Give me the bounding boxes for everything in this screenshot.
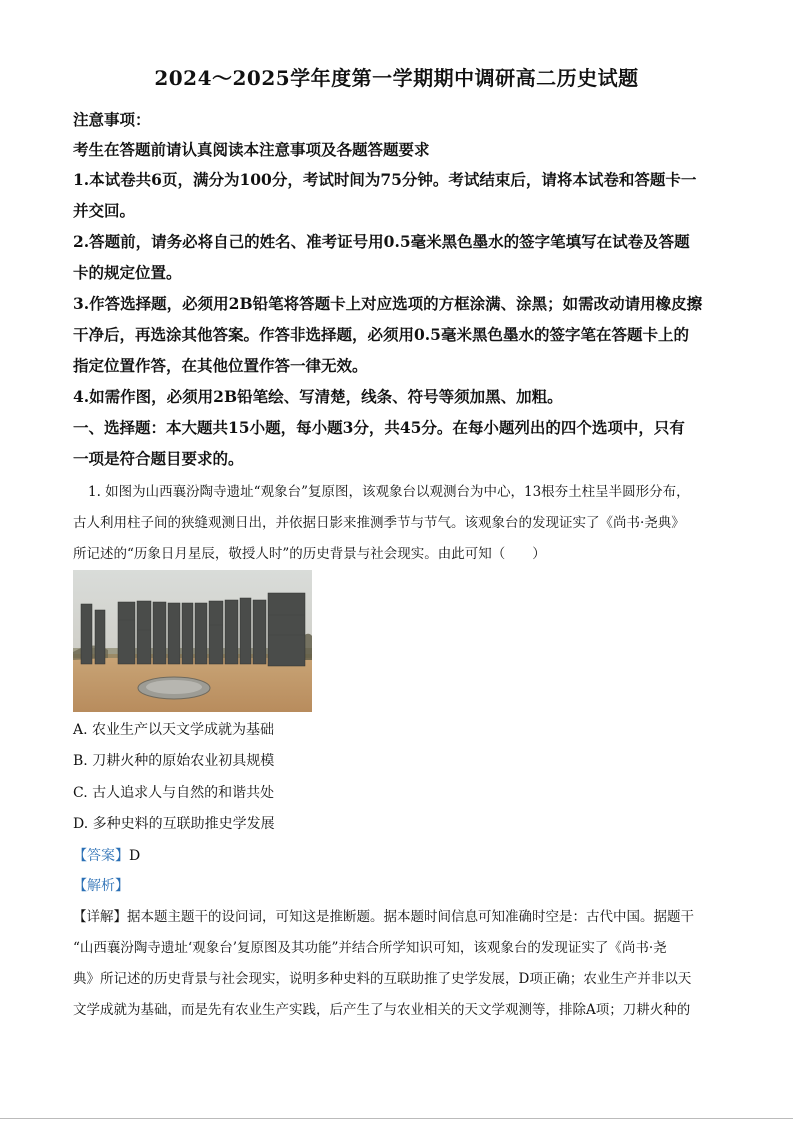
notice-intro: 考生在答题前请认真阅读本注意事项及各题答题要求 xyxy=(73,140,430,159)
detail-line-2: “山西襄汾陶寺遗址‘观象台’复原图及其功能”并结合所学知识可知，该观象台的发现证实了《尚书·尧 xyxy=(73,940,667,956)
option-b: B. 刀耕火种的原始农业初具规模 xyxy=(73,753,275,769)
option-a: A. 农业生产以天文学成就为基础 xyxy=(73,722,275,738)
question-1-stem-cont: 古人利用柱子间的狭缝观测日出，并依据日影来推测季节与节气。该观象台的发现证实了《尚书·尧典》 xyxy=(73,515,685,531)
option-c: C. 古人追求人与自然的和谐共处 xyxy=(73,785,275,801)
notice-item-3-cont: 干净后，再选涂其他答案。作答非选择题，必须用0.5毫米黑色墨水的签字笔在答题卡上的 xyxy=(73,325,689,344)
analysis-tag: 【解析】 xyxy=(73,878,129,894)
detail-text-1: 据本题主题干的设问词，可知这是推断题。据本题时间信息可知准确时空是：古代中国。据题干 xyxy=(127,909,694,925)
notice-item-2-cont: 卡的规定位置。 xyxy=(73,263,182,282)
analysis-line xyxy=(73,877,129,895)
notice-item-1-cont: 并交回。 xyxy=(73,201,136,220)
detail-line-1 xyxy=(73,908,723,926)
option-d: D. 多种史料的互联助推史学发展 xyxy=(73,816,275,832)
detail-line-4: 文学成就为基础，而是先有农业生产实践，后产生了与农业相关的天文学观测等，排除A项；刀耕火种的 xyxy=(73,1002,691,1018)
question-1-stem: 1. 如图为山西襄汾陶寺遗址“观象台”复原图，该观象台以观测台为中心，13根夯土柱呈半圆形分布， xyxy=(88,484,690,500)
detail-tag: 【详解】 xyxy=(73,909,127,925)
notice-item-2: 2.答题前，请务必将自己的姓名、准考证号用0.5毫米黑色墨水的签字笔填写在试卷及答题 xyxy=(73,232,690,251)
observatory-photo xyxy=(73,570,312,712)
notice-item-3-cont2: 指定位置作答，在其他位置作答一律无效。 xyxy=(73,356,368,375)
notice-item-1: 1.本试卷共6页，满分为100分，考试时间为75分钟。考试结束后，请将本试卷和答题卡一 xyxy=(73,170,697,189)
detail-line-3: 典》所记述的历史背景与社会现实，说明多种史料的互联助推了史学发展，D项正确；农业生产并非以天 xyxy=(73,971,692,987)
section-heading: 一、选择题：本大题共15小题，每小题3分，共45分。在每小题列出的四个选项中，只有 xyxy=(73,418,685,437)
page-bottom-rule xyxy=(0,1118,793,1119)
page-title: 2024～2025学年度第一学期期中调研高二历史试题 xyxy=(154,66,639,90)
notice-item-4: 4.如需作图，必须用2B铅笔绘、写清楚，线条、符号等须加黑、加粗。 xyxy=(73,387,563,406)
notice-item-3: 3.作答选择题，必须用2B铅笔将答题卡上对应选项的方框涂满、涂黑；如需改动请用橡皮擦 xyxy=(73,294,703,313)
answer-tag: 【答案】 xyxy=(73,848,129,864)
section-heading-cont: 一项是符合题目要求的。 xyxy=(73,449,244,468)
question-1-stem-cont2: 所记述的“历象日月星辰，敬授人时”的历史背景与社会现实。由此可知（ ） xyxy=(73,546,546,562)
answer-value: D xyxy=(129,848,141,864)
notice-heading: 注意事项： xyxy=(73,110,151,129)
answer-line xyxy=(73,847,140,865)
